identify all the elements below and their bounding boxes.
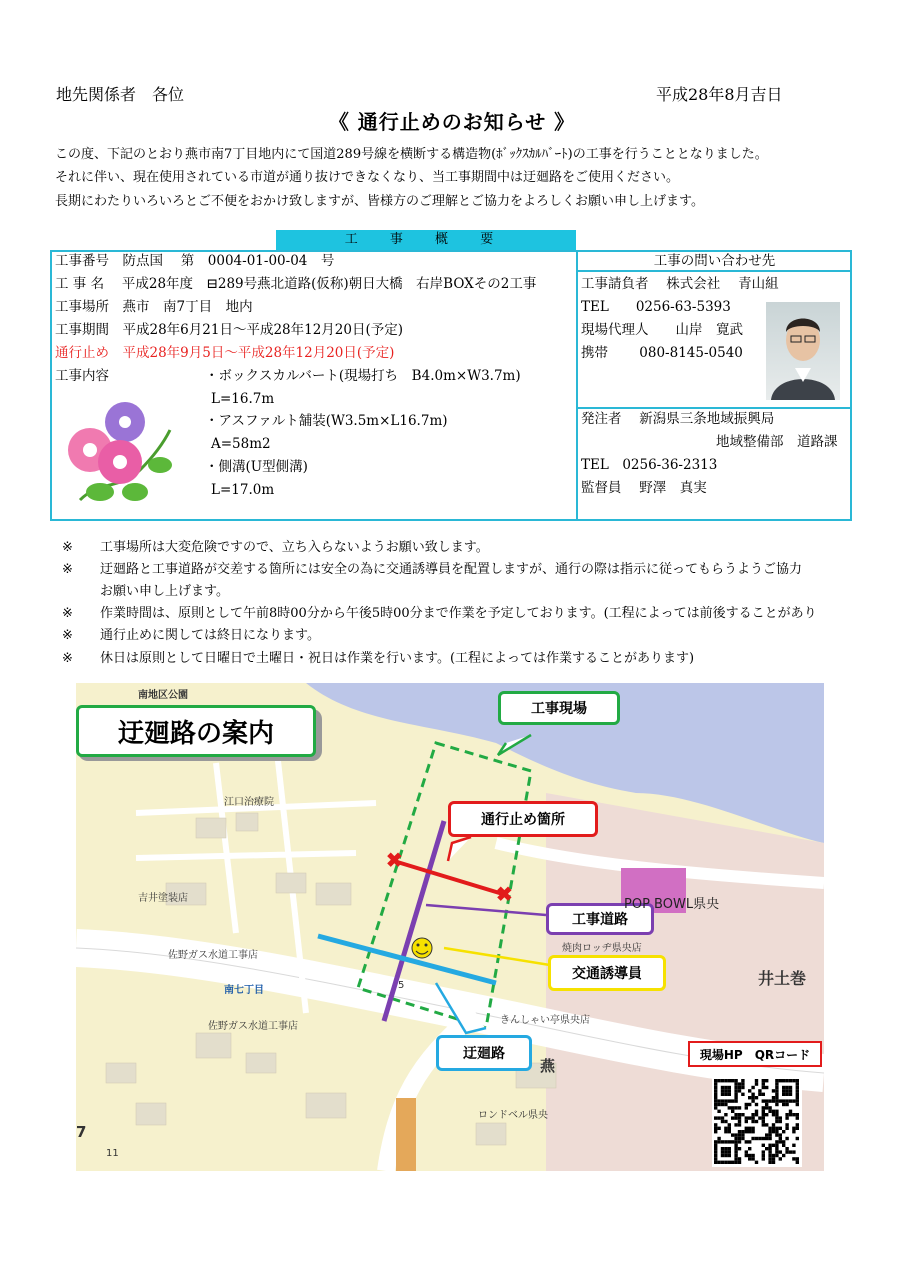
orderer: 発注者 新潟県三条地域振興局 — [581, 411, 775, 427]
work-road-callout: 工事道路 — [546, 903, 654, 935]
orderer-department: 地域整備部 道路課 — [716, 434, 838, 450]
contractor: 工事請負者 株式会社 青山組 — [581, 276, 779, 292]
note-5 — [62, 650, 694, 668]
work-period: 工事期間 平成28年6月21日～平成28年12月20日(予定) — [55, 322, 404, 338]
contractor-tel: TEL 0256-63-5393 — [581, 299, 731, 315]
morning-glory-illustration — [60, 400, 178, 510]
content-item-3: ・アスファルト舗装(W3.5m×L16.7m) — [205, 413, 448, 429]
contact-section-divider — [577, 407, 852, 409]
svg-text:✖: ✖ — [496, 882, 513, 906]
contact-heading-divider — [577, 270, 852, 272]
note-2-cont — [62, 583, 229, 601]
guard-callout: 交通誘導員 — [548, 955, 666, 991]
place-label: 焼肉ロッヂ県央店 — [562, 943, 642, 954]
summary-heading: 工 事 概 要 — [276, 230, 576, 250]
avatar — [766, 302, 840, 400]
content-label: 工事内容 — [55, 368, 109, 384]
site-agent: 現場代理人 山岸 寛武 — [581, 322, 743, 338]
place-label: 南七丁目 — [224, 985, 264, 996]
work-name: 工 事 名 平成28年度 ⊟289号燕北道路(仮称)朝日大橋 右岸BOXその2工事 — [55, 276, 537, 292]
note-1 — [62, 539, 489, 557]
intro-line-1: この度、下記のとおり燕市南7丁目地内にて国道289号線を横断する構造物(ﾎﾞｯｸｽｶﾙﾊﾞｰﾄ)の工事を行うこととなりました。 — [55, 147, 768, 162]
place-label: 佐野ガス水道工事店 — [168, 950, 258, 961]
note-text: 作業時間は、原則として午前8時00分から午後5時00分まで作業を予定しております。(工程によっては前後することがあり — [100, 606, 817, 621]
place-label: 南地区公園 — [138, 690, 188, 701]
note-mark: ※ — [62, 540, 73, 555]
mobile: 携帯 080-8145-0540 — [581, 345, 743, 361]
place-label: 井土巻 — [758, 969, 807, 988]
note-mark: ※ — [62, 562, 73, 577]
note-3 — [62, 605, 854, 623]
note-text: 通行止めに関しては終日になります。 — [100, 628, 320, 643]
qr-code[interactable] — [712, 1077, 802, 1167]
map-title: 迂廻路の案内 — [76, 705, 316, 757]
place-label: POP BOWL県央 — [624, 897, 720, 912]
place-label: 5 — [398, 980, 405, 991]
page-title: 《 通行止めのお知らせ 》 — [328, 110, 576, 134]
place-label: 江口治療院 — [224, 797, 274, 808]
note-mark: ※ — [62, 606, 73, 621]
note-mark: ※ — [62, 651, 73, 666]
note-text: 迂廻路と工事道路が交差する箇所には安全の為に交通誘導員を配置しますが、通行の際は指示に従ってもらうようご協力 — [100, 562, 803, 577]
site-callout: 工事現場 — [498, 691, 620, 725]
note-text: 工事場所は大変危険ですので、立ち入らないようお願い致します。 — [100, 540, 489, 555]
intro-line-2: それに伴い、現在使用されている市道が通り抜けできなくなり、当工事期間中は迂廻路をご使用ください。 — [55, 170, 680, 185]
supervisor: 監督員 野澤 真実 — [581, 480, 707, 496]
place-label: 11 — [106, 1148, 119, 1159]
note-4 — [62, 627, 320, 645]
recipient: 地先関係者 各位 — [56, 85, 185, 104]
content-item-4: A=58m2 — [211, 436, 271, 452]
date: 平成28年8月吉日 — [656, 85, 783, 104]
svg-text:✖: ✖ — [386, 848, 403, 872]
qr-label: 現場HP QRコード — [688, 1041, 822, 1067]
note-text: お願い申し上げます。 — [100, 584, 229, 599]
closure-point-callout: 通行止め箇所 — [448, 801, 598, 837]
place-label: 吉井塗装店 — [138, 893, 188, 904]
orderer-tel: TEL 0256-36-2313 — [581, 457, 718, 473]
place-label: 燕 — [540, 1057, 556, 1075]
content-item-1: ・ボックスカルバート(現場打ち B4.0m×W3.7m) — [205, 368, 521, 384]
place-label: 佐野ガス水道工事店 — [208, 1021, 298, 1032]
detour-callout: 迂廻路 — [436, 1035, 532, 1071]
contact-heading: 工事の問い合わせ先 — [653, 253, 776, 269]
content-item-6: L=17.0m — [211, 482, 275, 498]
work-location: 工事場所 燕市 南7丁目 地内 — [55, 299, 253, 315]
table-divider — [576, 250, 578, 521]
note-mark: ※ — [62, 628, 73, 643]
place-label: きんしゃい亭県央店 — [500, 1015, 590, 1026]
content-item-5: ・側溝(U型側溝) — [205, 459, 308, 475]
intro-line-3: 長期にわたりいろいろとご不便をおかけ致しますが、皆様方のご理解とご協力をよろしくお願い申し上げます。 — [55, 194, 704, 209]
note-2 — [62, 561, 854, 579]
closure-period: 通行止め 平成28年9月5日～平成28年12月20日(予定) — [55, 345, 395, 361]
note-text: 休日は原則として日曜日で土曜日・祝日は作業を行います。(工程によっては作業することがあります) — [100, 651, 695, 666]
detour-map — [76, 683, 824, 1171]
place-label: 7 — [76, 1123, 87, 1141]
content-item-2: L=16.7m — [211, 391, 275, 407]
work-number: 工事番号 防点国 第 0004-01-00-04 号 — [55, 253, 335, 269]
place-label: ロンドベル県央 — [478, 1110, 548, 1121]
